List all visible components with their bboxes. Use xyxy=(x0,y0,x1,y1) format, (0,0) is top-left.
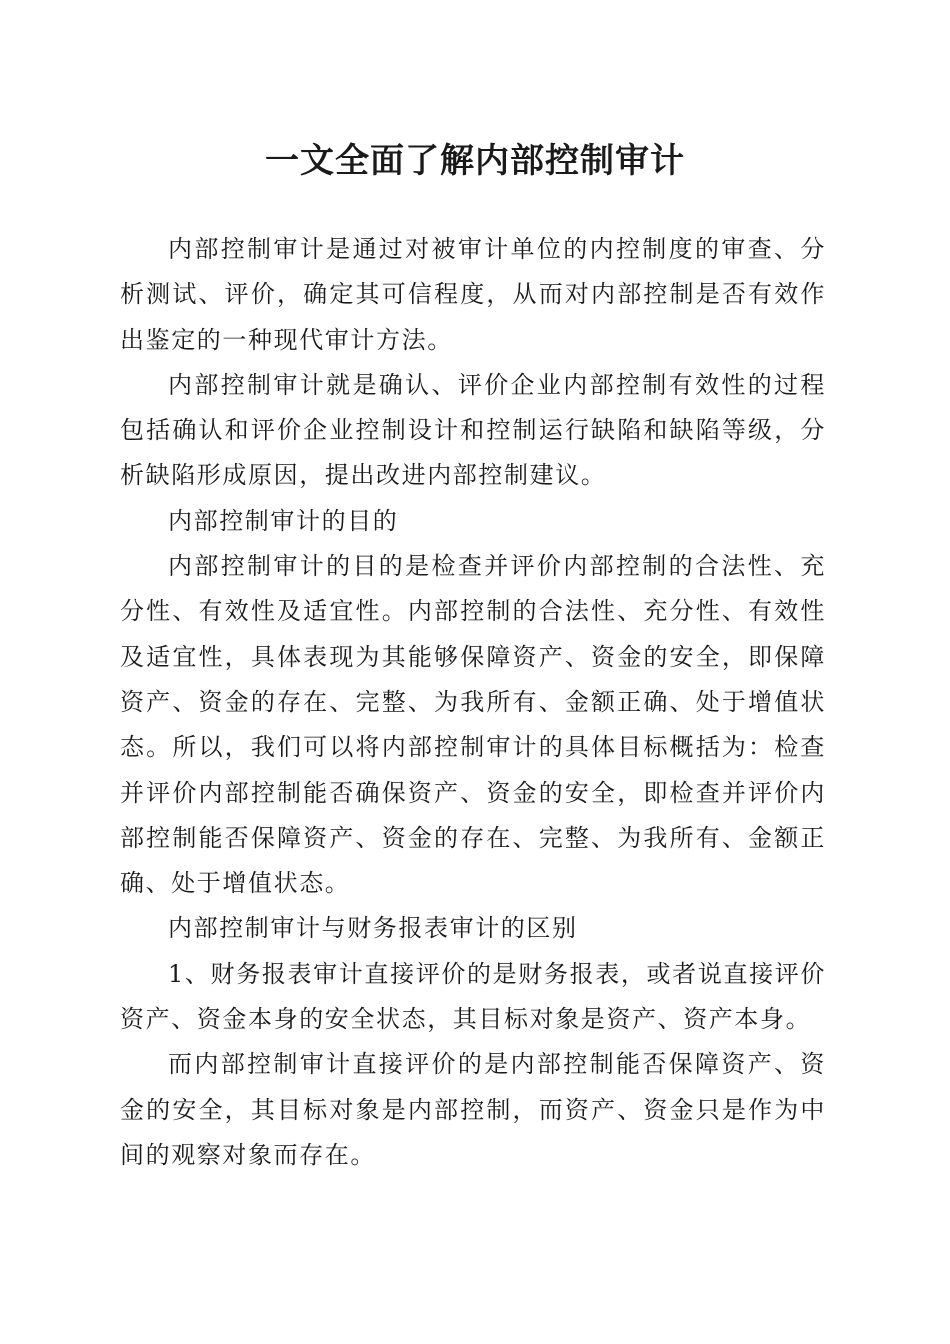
paragraph-difference-1: 1、财务报表审计直接评价的是财务报表，或者说直接评价资产、资金本身的安全状态，其目标对象是资产、资产本身。 xyxy=(120,959,826,1034)
section-heading-difference: 内部控制审计与财务报表审计的区别 xyxy=(168,914,578,943)
paragraph-difference-2: 而内部控制审计直接评价的是内部控制能否保障资产、资金的安全，其目标对象是内部控制，而资产、资金只是作为中间的观察对象而存在。 xyxy=(120,1050,826,1169)
paragraph-process: 内部控制审计就是确认、评价企业内部控制有效性的过程包括确认和评价企业控制设计和控制运行缺陷和缺陷等级，分析缺陷形成原因，提出改进内部控制建议。 xyxy=(120,370,826,490)
document-title: 一文全面了解内部控制审计 xyxy=(265,141,685,181)
paragraph-definition: 内部控制审计是通过对被审计单位的内控制度的审查、分析测试、评价，确定其可信程度，从而对内部控制是否有效作出鉴定的一种现代审计方法。 xyxy=(120,235,826,354)
section-heading-purpose: 内部控制审计的目的 xyxy=(168,506,399,535)
paragraph-purpose: 内部控制审计的目的是检查并评价内部控制的合法性、充分性、有效性及适宜性。内部控制的合法性、充分性、有效性及适宜性，具体表现为其能够保障资产、资金的安全，即保障资产、资金的存在、完整、为我所有、金额正确、处于增值状态。所以，我们可以将内部控制审计的具体目标概括为：检查并评价内部控制能否确保资产、资金的安全，即检查并评价内部控制能否保障资产、资金的存在、完整、为我所有、金额正确、处于增值状态。 xyxy=(120,552,826,898)
document-body xyxy=(120,227,826,1178)
